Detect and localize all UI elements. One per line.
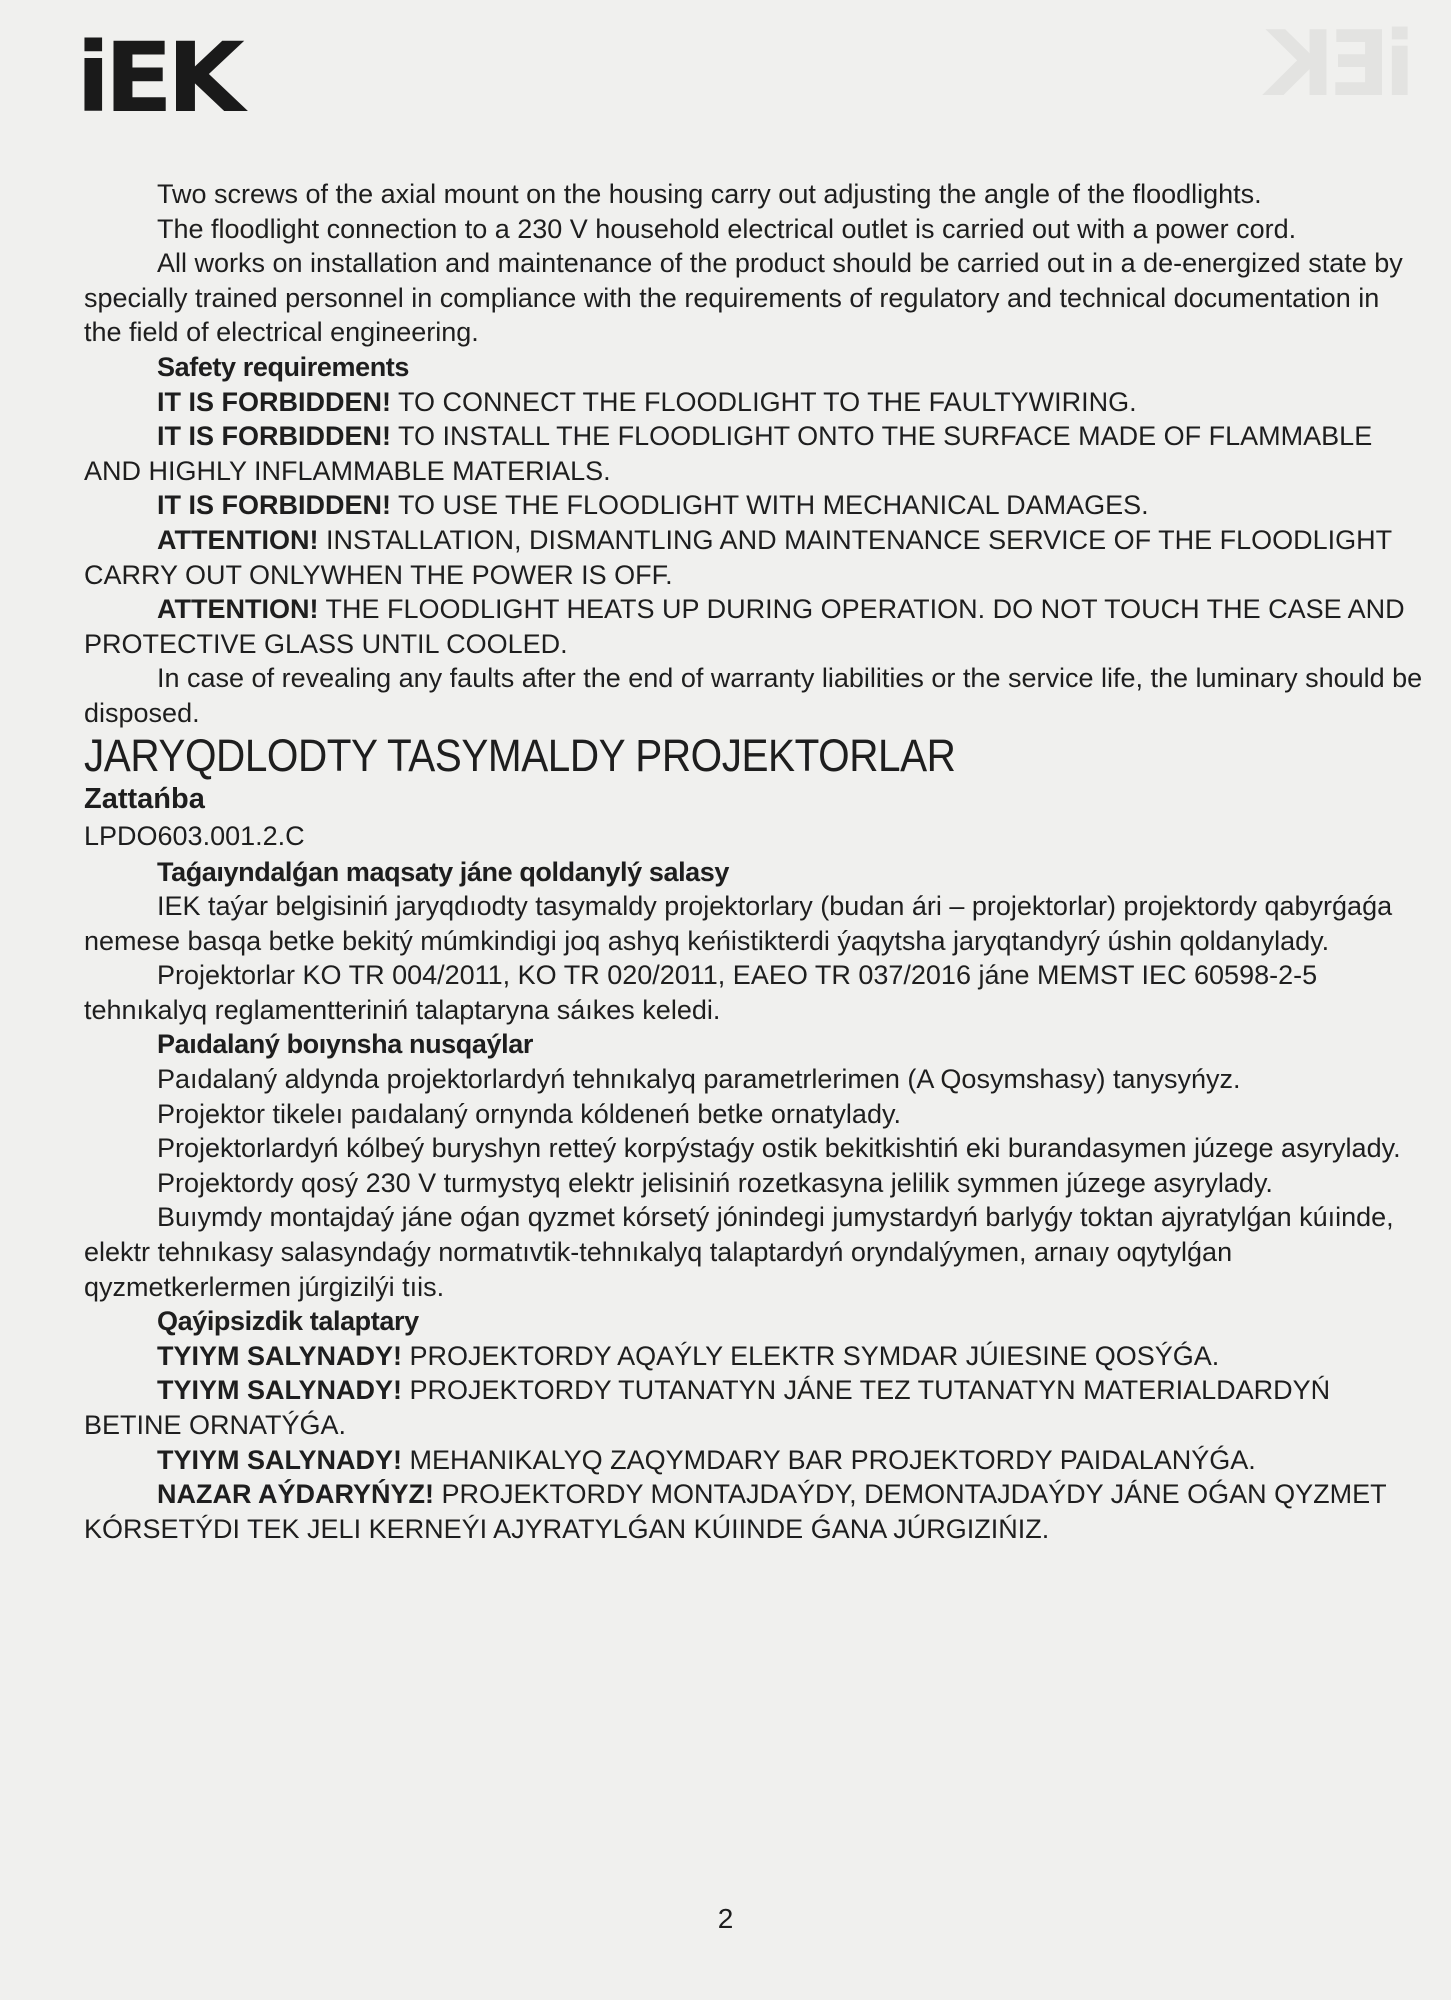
paragraph-usage: Buıymdy montajdaý jáne oǵan qyzmet kórsetý jónindegi jumystardyń barlyǵy toktan ajyratylǵan kúıinde, elektr tehnıkasy salasyndaǵy normatıvtik-tehnıkalyq talaptardyń oryndalýymen, arnaıy oqytylǵan qyzmetkerlermen júrgizilýi tıis.: [84, 1202, 1394, 1302]
warning-label: IT IS FORBIDDEN!: [157, 490, 391, 521]
warning-item: [84, 419, 1424, 488]
warning-item: [84, 1339, 1424, 1374]
usage-heading: Paıdalaný boıynsha nusqaýlar: [157, 1029, 533, 1060]
paragraph-purpose: IEK taýar belgisiniń jaryqdıodty tasymaldy projektorlary (budan ári – projektorlar) projektordy qabyrǵaǵa nemese basqa betke bekitý múmkindigi joq ashyq keńistikterdi ýaqytsha jaryqtandyrý úshin qoldanylady.: [84, 891, 1393, 956]
warning-item: [84, 592, 1424, 661]
product-code: LPDO603.001.2.C: [84, 820, 305, 851]
warning-label: IT IS FORBIDDEN!: [157, 421, 391, 452]
warning-text: THE FLOODLIGHT HEATS UP DURING OPERATION. DO NOT TOUCH THE CASE AND PROTECTIVE GLASS UNTIL COOLED.: [84, 594, 1405, 659]
paragraph-usage: Projektorlardyń kólbeý buryshyn retteý korpýstaǵy ostik bekitkishtiń eki burandasymen júzege asyrylady.: [157, 1133, 1401, 1164]
paragraph-disposal: In case of revealing any faults after the end of warranty liabilities or the service life, the luminary should be disposed.: [84, 663, 1423, 728]
paragraph-usage: Projektor tikeleı paıdalaný ornynda kóldeneń betke ornatylady.: [157, 1098, 901, 1129]
warning-label: TYIYM SALYNADY!: [157, 1340, 403, 1371]
paragraph-installation: All works on installation and maintenance of the product should be carried out in a de-energized state by specially trained personnel in compliance with the requirements of regulatory and technical documentation in the field of electrical engineering.: [84, 248, 1403, 348]
purpose-heading: Taǵaıyndalǵan maqsaty jáne qoldanylý salasy: [157, 856, 730, 887]
paragraph-usage: Paıdalaný aldynda projektorlardyń tehnıkalyq parametrlerimen (A Qosymshasy) tanysyńyz.: [157, 1064, 1241, 1095]
warning-item: [84, 488, 1424, 523]
warning-item: [84, 523, 1424, 592]
kazakh-section-title: JARYQDLODTY TASYMALDY PROJEKTORLAR: [84, 729, 956, 781]
warning-text: TO INSTALL THE FLOODLIGHT ONTO THE SURFACE MADE OF FLAMMABLE AND HIGHLY INFLAMMABLE MATERIALS.: [84, 421, 1373, 486]
paragraph-connection: The floodlight connection to a 230 V household electrical outlet is carried out with a power cord.: [157, 213, 1297, 244]
warning-item: [84, 1443, 1424, 1478]
warning-text: TO CONNECT THE FLOODLIGHT TO THE FAULTYWIRING.: [391, 386, 1137, 417]
warning-text: TO USE THE FLOODLIGHT WITH MECHANICAL DAMAGES.: [391, 490, 1149, 521]
warning-item: [84, 385, 1424, 420]
document-type-label: Zattańba: [84, 782, 205, 815]
warning-text: INSTALLATION, DISMANTLING AND MAINTENANCE SERVICE OF THE FLOODLIGHT CARRY OUT ONLYWHEN THE POWER IS OFF.: [84, 524, 1392, 590]
paragraph-standards: Projektorlar KO TR 004/2011, KO TR 020/2011, EAEO TR 037/2016 jáne MEMST IEC 60598-2-5 tehnıkalyq reglamentteriniń talaptaryna sáıkes keledi.: [84, 960, 1318, 1025]
warning-text: PROJEKTORDY MONTAJDAÝDY, DEMONTAJDAÝDY JÁNE OǴAN QYZMET KÓRSETÝDI TEK JELI KERNEÝI AJYRATYLǴAN KÚIINDE ǴANA JÚRGIZIŃIZ.: [84, 1479, 1387, 1544]
warning-label: TYIYM SALYNADY!: [157, 1444, 403, 1475]
safety-heading: Safety requirements: [157, 351, 409, 382]
kazakh-safety-heading: Qaýipsizdik talaptary: [157, 1306, 419, 1337]
page-number: 2: [717, 1903, 734, 1934]
warning-label: IT IS FORBIDDEN!: [157, 386, 391, 417]
iek-logo: iEK: [76, 22, 239, 134]
warning-label: ATTENTION!: [157, 524, 319, 555]
paragraph-usage: Projektordy qosý 230 V turmystyq elektr jelisiniń rozetkasyna jelilik symmen júzege asyrylady.: [157, 1167, 1273, 1198]
warning-item: [84, 1373, 1424, 1442]
document-body: [84, 177, 1424, 1546]
warning-label: TYIYM SALYNADY!: [157, 1375, 403, 1406]
warning-item: [84, 1477, 1424, 1546]
warning-text: PROJEKTORDY AQAÝLY ELEKTR SYMDAR JÚIESINE QOSÝǴA.: [402, 1340, 1220, 1371]
warning-text: MEHANIKALYQ ZAQYMDARY BAR PROJEKTORDY PAIDALANÝǴA.: [402, 1444, 1256, 1475]
warning-text: PROJEKTORDY TUTANATYN JÁNE TEZ TUTANATYN MATERIALDARDYŃ BETINE ORNATÝǴA.: [84, 1375, 1331, 1440]
paragraph-mount: Two screws of the axial mount on the housing carry out adjusting the angle of the floodlights.: [157, 179, 1262, 209]
warning-label: ATTENTION!: [157, 594, 319, 625]
warning-label: NAZAR AÝDARYŃYZ!: [157, 1479, 434, 1510]
mirrored-logo-bleed: iEK: [1270, 12, 1415, 117]
